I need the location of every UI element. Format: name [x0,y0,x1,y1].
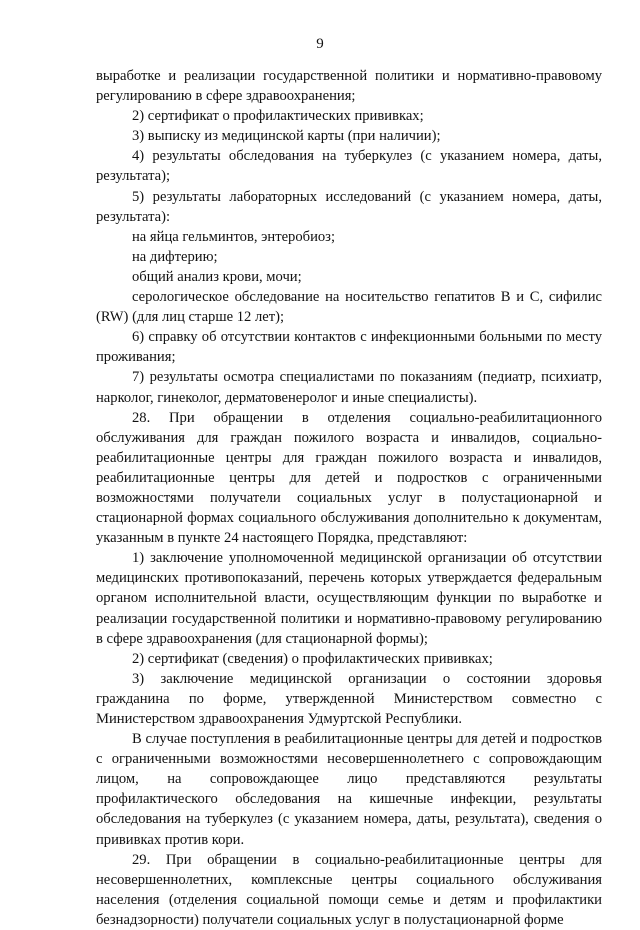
list-item: 4) результаты обследования на туберкулез (с указанием номера, даты, результата); [96,148,602,185]
list-item: 2) сертификат о профилактических прививках; [132,108,424,125]
list-item: 2) сертификат (сведения) о профилактических прививках; [132,650,493,667]
list-item: 5) результаты лабораторных исследований (с указанием номера, даты, результата): [96,188,602,225]
list-item: 1) заключение уполномоченной медицинской организации об отсутствии медицинских противопоказаний, перечень которых утверждается федеральным органом исполнительной власти, осуществляющим функции по выработке и реализации государственной политики и нормативно-правовому регулированию в сфере здравоохранения (для стационарной формы); [96,550,602,647]
clause-29: 29. При обращении в социально-реабилитационные центры для несовершеннолетних, комплексные центры социального обслуживания населения (отделения социальной помощи семье и детям и профилактики безнадзорности) получатели социальных услуг в полустационарной форме [96,851,602,928]
list-item: 3) выписку из медицинской карты (при наличии); [132,128,441,145]
sub-list-item: серологическое обследование на носительство гепатитов В и С, сифилис (RW) (для лиц старше 12 лет); [96,289,602,326]
paragraph: В случае поступления в реабилитационные центры для детей и подростков с ограниченными возможностями несовершеннолетнего с сопровождающим лицом, на сопровождающее лицо представляются результаты профилактического обследования на кишечные инфекции, результаты обследования на туберкулез (с указанием номера, даты, результата), сведения о прививках против кори. [96,731,602,848]
list-item: 7) результаты осмотра специалистами по показаниям (педиатр, психиатр, нарколог, гинеколог, дерматовенеролог и иные специалисты). [96,369,602,406]
sub-list-item: общий анализ крови, мочи; [132,268,302,285]
sub-list-item: на дифтерию; [132,248,218,265]
list-item: 3) заключение медицинской организации о состоянии здоровья гражданина по форме, утвержденной Министерством совместно с Министерством здравоохранения Удмуртской Республики. [96,670,602,727]
sub-list-item: на яйца гельминтов, энтеробиоз; [132,228,336,245]
paragraph: выработке и реализации государственной политики и нормативно-правовому регулированию в сфере здравоохранения; [96,68,602,105]
page-number: 9 [316,36,324,52]
list-item: 6) справку об отсутствии контактов с инфекционными больными по месту проживания; [96,329,602,366]
clause-28: 28. При обращении в отделения социально-реабилитационного обслуживания для граждан пожилого возраста и инвалидов, социально-реабилитационные центры для граждан пожилого возраста и инвалидов, реабилитационные центры для детей и подростков с ограниченными возможностями получатели социальных услуг в полустационарной и стационарной формах социального обслуживания дополнительно к документам, указанным в пункте 24 настоящего Порядка, представляют: [96,409,602,547]
document-body [96,66,602,930]
